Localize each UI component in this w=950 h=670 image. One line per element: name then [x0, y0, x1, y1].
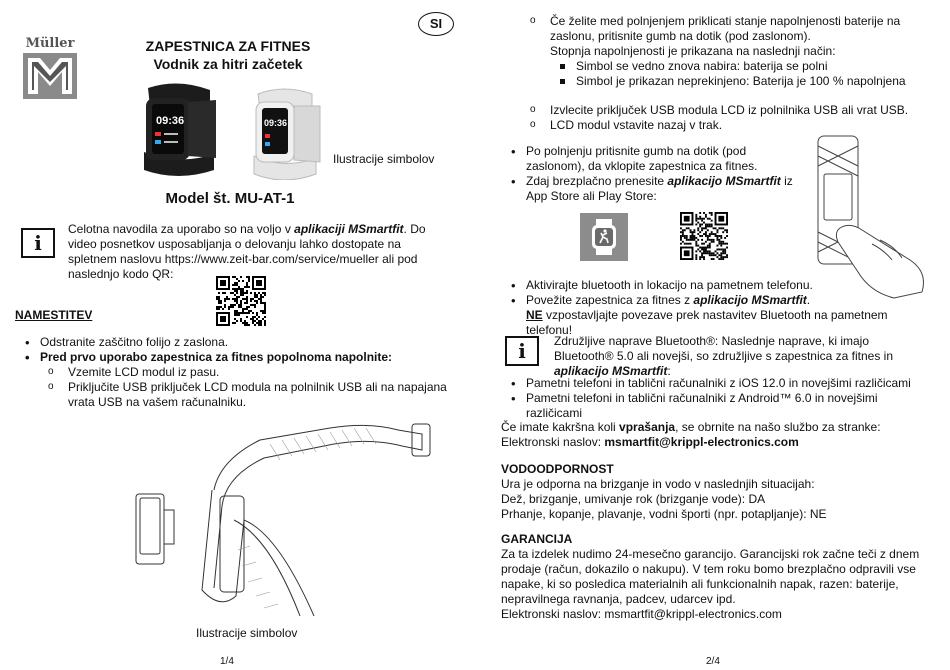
- warranty-email[interactable]: Elektronski naslov: msmartfit@krippl-electronics.com: [501, 607, 782, 621]
- warranty-title: GARANCIJA: [501, 532, 573, 546]
- fitness-band-black-illustration: [128, 80, 228, 176]
- installation-step-1: • Odstranite zaščitno folijo z zaslona.: [20, 335, 450, 350]
- band-line-drawing-illustration: [130, 410, 450, 620]
- page-number-left: 1/4: [220, 656, 234, 667]
- charge-level-full: Simbol je prikazan neprekinjeno: Baterija je 100 % napolnjena: [502, 74, 922, 89]
- installation-sub-1: o Vzemite LCD modul iz pasu.: [20, 365, 450, 380]
- unplug-instruction: o Izvlecite priključek USB modula LCD iz polnilnika USB ali vrat USB.: [502, 103, 922, 118]
- charge-status-instruction: o Če želite med polnjenjem priklicati stanje napolnjenosti baterije na zaslonu, pritisnite gumb na dotik (pod zaslonom).: [502, 14, 922, 44]
- installation-step-2: • Pred prvo uporabo zapestnica za fitnes popolnoma napolnite:: [20, 350, 450, 365]
- power-on-step: • Po polnjenju pritisnite gumb na dotik (pod zaslonom), da vklopite zapestnica za fitnes.: [506, 144, 796, 174]
- intro-paragraph: Celotna navodila za uporabo so na voljo v aplikaciji MSmartfit. Do video posnetkov usposabljanja o delovanju lahko dostopate na spletnem naslovu https://www.zeit-bar.com/service/mueller ali pod naslednjo kodo QR:: [68, 222, 426, 281]
- installation-sub-2: o Priključite USB priključek LCD modula na polnilnik USB ali na napajana vrata USB na vašem računalniku.: [20, 380, 450, 410]
- support-email-link[interactable]: msmartfit@krippl-electronics.com: [604, 435, 799, 449]
- illustration-caption-top: Ilustracije simbolov: [333, 152, 435, 166]
- charge-level-charging: Simbol se vedno znova nabira: baterija se polni: [502, 59, 922, 74]
- finger-press-band-illustration: [810, 132, 934, 302]
- compatible-devices-note: Združljive naprave Bluetooth®: Naslednje naprave, ki imajo Bluetooth® 5.0 ali novejši, so združljive s zapestnica za fitnes in aplikacijo MSmartfit:: [554, 334, 894, 378]
- enable-bluetooth-step: • Aktivirajte bluetooth in lokacijo na pametnem telefonu.: [506, 278, 926, 293]
- connect-app-step: • Povežite zapestnica za fitnes z aplikacijo MSmartfit. NE vzpostavljajte povezave prek nastavitev Bluetooth na pametnem telefonu!: [506, 293, 926, 338]
- compatible-devices-list: [506, 376, 926, 421]
- brand-name: Müller: [25, 36, 75, 51]
- model-number: Model št. MU-AT-1: [165, 190, 295, 207]
- fitness-band-white-illustration: [240, 86, 326, 180]
- device-android: • Pametni telefoni in tablični računalniki z Android™ 6.0 in novejšimi različicami: [506, 391, 926, 421]
- installation-list: [20, 335, 450, 410]
- brand-logo: [22, 36, 78, 100]
- language-badge: SI: [418, 12, 454, 36]
- qr-code-app-download-icon[interactable]: [680, 212, 728, 260]
- setup-list-1: [506, 144, 796, 204]
- device-ios: • Pametni telefoni in tablični računalniki z iOS 12.0 in novejšimi različicami: [506, 376, 926, 391]
- info-icon: i: [21, 228, 55, 258]
- warranty-section: [501, 532, 921, 622]
- download-app-step: • Zdaj brezplačno prenesite aplikacijo MSmartfit iz App Store ali Play Store:: [506, 174, 796, 204]
- qr-code-video-icon[interactable]: [216, 276, 266, 326]
- questions-paragraph: Če imate kakršna koli vprašanja, se obrnite na našo službo za stranke: Elektronski naslov: msmartfit@krippl-electronics.com: [501, 420, 881, 449]
- watch2-time: 09:36: [264, 118, 288, 128]
- charge-level-intro: Stopnja napolnjenosti je prikazana na naslednji način:: [550, 44, 836, 58]
- section-installation-title: NAMESTITEV: [15, 308, 93, 322]
- charging-sublist: [502, 14, 922, 133]
- doc-title: ZAPESTNICA ZA FITNES: [145, 38, 311, 54]
- page-number-right: 2/4: [706, 656, 720, 667]
- doc-subtitle: Vodnik za hitri začetek: [153, 56, 303, 72]
- msmartfit-app-icon[interactable]: [580, 213, 628, 261]
- setup-list-2: [506, 278, 926, 338]
- waterproof-title: VODOODPORNOST: [501, 462, 614, 476]
- warranty-text: Za ta izdelek nudimo 24-mesečno garancijo. Garancijski rok začne teči z dnem prodaje (račun, dokazilo o nakupu). V tem roku bomo brezplačno odpravili vse napake, ki so posledica materialnih ali funkcionalnih napak, razen: baterije, nepravilnega ravnanja, padcev, udarcev ipd.: [501, 547, 920, 606]
- info-icon: i: [505, 336, 539, 366]
- watch1-time: 09:36: [156, 115, 185, 127]
- reinsert-instruction: o LCD modul vstavite nazaj v trak.: [502, 118, 922, 133]
- brand-m-emblem-icon: [22, 52, 78, 100]
- waterproof-section: VODOODPORNOST Ura je odporna na brizganje in vodo v naslednjih situacijah: Dež, brizganje, umivanje rok (brizganje vode): DA Prhanje, kopanje, plavanje, vodni športi (npr. potapljanje): NE: [501, 462, 921, 522]
- illustration-caption-bottom: Ilustracije simbolov: [196, 626, 298, 640]
